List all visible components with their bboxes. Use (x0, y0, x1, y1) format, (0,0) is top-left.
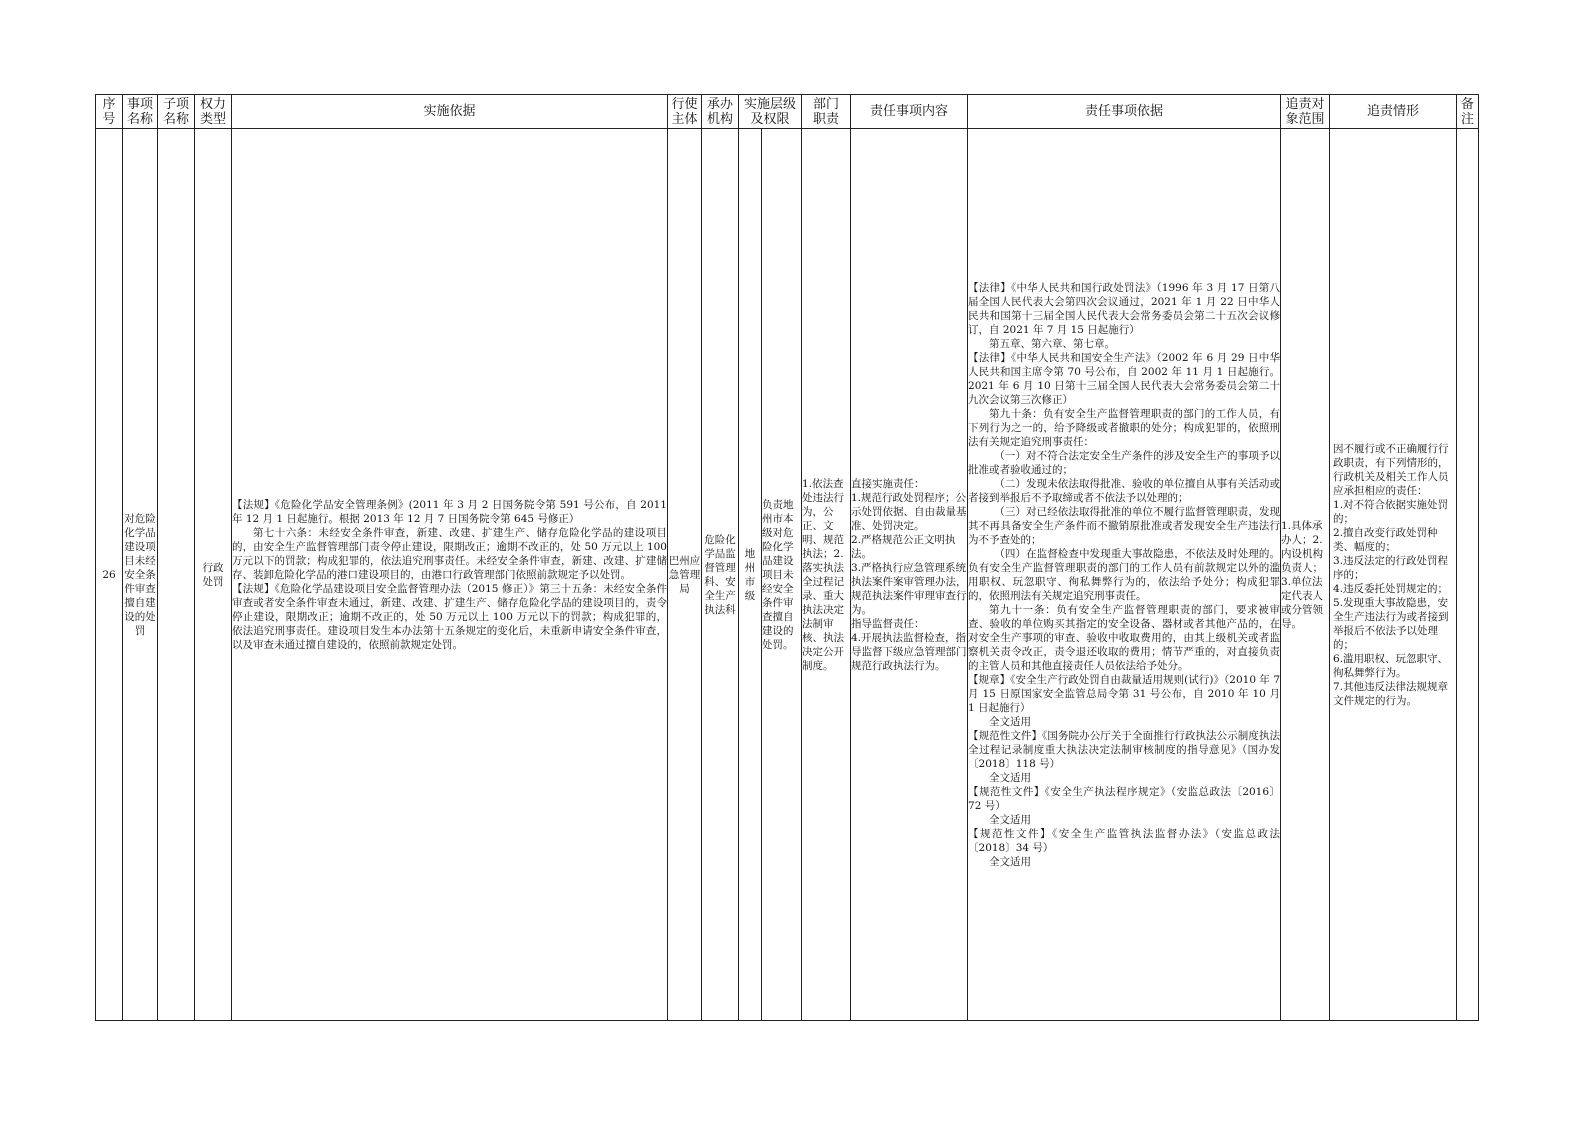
cell-resp-basis (968, 129, 1281, 1021)
resp-basis-paragraph: 第九十条：负有安全生产监督管理职责的部门的工作人员，有下列行为之一的，给予降级或者撤职的处分；构成犯罪的，依照刑法有关规定追究刑事责任： (968, 407, 1281, 448)
resp-content-line: 1.规范行政处罚程序；公示处罚依据、自由裁量基准、处罚决定。 (851, 491, 967, 532)
power-list-table (95, 94, 1479, 1021)
resp-content-line: 3.严格执行应急管理系统执法案件案审管理办法，规范执法案件审理审查行为。 (851, 561, 967, 616)
resp-content-line: 2.严格规范公正文明执法。 (851, 533, 956, 560)
table-row (96, 129, 1479, 1021)
situation-line: 6.滥用职权、玩忽职守、徇私舞弊行为。 (1333, 652, 1449, 679)
situation-line: 2.擅自改变行政处罚种类、幅度的； (1333, 526, 1438, 553)
cell-item-name: 对危险化学品建设项目未经安全条件审查擅自建设的处罚 (123, 129, 158, 1021)
resp-content-line: 4.开展执法监督检查，指导监督下级应急管理部门规范行政执法行为。 (851, 631, 967, 672)
header-remark: 备注 (1457, 95, 1479, 129)
cell-sub-name (158, 129, 195, 1021)
resp-basis-paragraph: 【法律】《中华人民共和国安全生产法》（2002 年 6 月 29 日中华人民共和国主席令第 70 号公布，自 2002 年 11 月 1 日起施行。2021 年 6 月 10 日第十三届全国人民代表大会常务委员会第二十九次会议第三次修正） (968, 351, 1281, 406)
resp-basis-paragraph: （三）对已经依法取得批准的单位不履行监督管理职责，发现其不再具备安全生产条件而不撤销原批准或者发现安全生产违法行为不予查处的； (968, 505, 1281, 546)
situation-line: 7.其他违反法律法规规章文件规定的行为。 (1333, 680, 1449, 707)
situation-line: 5.发现重大事故隐患，安全生产违法行为或者接到举报后不依法予以处理的； (1333, 596, 1449, 651)
cell-basis (232, 129, 668, 1021)
header-item-name: 事项名称 (123, 95, 158, 129)
header-resp-content: 责任事项内容 (851, 95, 968, 129)
header-row (96, 95, 1479, 129)
cell-resp-content (851, 129, 968, 1021)
cell-duty: 1.依法查处违法行为，公正、文明、规范执法；2.落实执法全过程记录、重大执法决定法制审核、执法决定公开制度。 (802, 129, 851, 1021)
cell-subject: 巴州应急管理局 (668, 129, 702, 1021)
resp-basis-paragraph: 第五章、第六章、第七章。 (989, 337, 1116, 350)
cell-scope: 1.具体承办人；2.内设机构负责人；3.单位法定代表人或分管领导。 (1281, 129, 1330, 1021)
situation-line: 4.违反委托处罚规定的； (1333, 582, 1449, 595)
basis-paragraph: 【法规】《危险化学品安全管理条例》(2011 年 3 月 2 日国务院令第 591 号公布，自 2011 年 12 月 1 日起施行。根据 2013 年 12 月 7 日国务院令第 645 号修正） (232, 498, 667, 525)
resp-basis-paragraph: 全文适用 (989, 813, 1032, 826)
resp-content-line: 直接实施责任： (851, 477, 925, 490)
resp-basis-paragraph: （二）发现未依法取得批准、验收的单位擅自从事有关活动或者接到举报后不予取缔或者不依法予以处理的； (968, 477, 1281, 504)
cell-level-b: 负责地州市本级对危险化学品建设项目未经安全条件审查擅自建设的处罚。 (762, 129, 802, 1021)
basis-paragraph: 第七十六条：未经安全条件审查，新建、改建、扩建生产、储存危险化学品的建设项目的，由安全生产监督管理部门责令停止建设，限期改正；逾期不改正的，处 50 万元以上 100 万元以下的罚款；构成犯罪的，依法追究刑事责任。未经安全条件审查，新建、改建、扩建储存、装卸危险化学品的港口建设项目的，由港口行政管理部门依照前款规定予以处罚。 (232, 526, 667, 581)
resp-content-line: 指导监督责任： (851, 617, 925, 630)
resp-basis-paragraph: 【规范性文件】《国务院办公厅关于全面推行行政执法公示制度执法全过程记录制度重大执法决定法制审核制度的指导意见》（国办发〔2018〕118 号） (968, 729, 1281, 770)
cell-power-type: 行政处罚 (195, 129, 232, 1021)
header-power-type: 权力类型 (195, 95, 232, 129)
resp-basis-paragraph: 全文适用 (989, 715, 1032, 728)
resp-basis-paragraph: （四）在监督检查中发现重大事故隐患，不依法及时处理的。负有安全生产监督管理职责的部门的工作人员有前款规定以外的滥用职权、玩忽职守、徇私舞弊行为的，依法给予处分；构成犯罪的，依照刑法有关规定追究刑事责任。 (968, 547, 1281, 602)
situation-line: 1.对不符合依据实施处罚的； (1333, 498, 1449, 525)
resp-basis-paragraph: 【规章】《安全生产行政处罚自由裁量适用规则(试行)》（2010 年 7 月 15 日原国家安全监管总局令第 31 号公布，自 2010 年 10 月 1 日起施行） (968, 673, 1281, 714)
header-sub-name: 子项名称 (158, 95, 195, 129)
cell-seq: 26 (96, 129, 123, 1021)
header-basis: 实施依据 (232, 95, 668, 129)
cell-level-a: 地州市级 (739, 129, 762, 1021)
resp-basis-paragraph: 全文适用 (989, 771, 1032, 784)
header-resp-basis: 责任事项依据 (968, 95, 1281, 129)
header-situation: 追责情形 (1330, 95, 1457, 129)
header-seq: 序号 (96, 95, 123, 129)
header-scope: 追责对象范围 (1281, 95, 1330, 129)
header-subject: 行使主体 (668, 95, 702, 129)
basis-paragraph: 【法规】《危险化学品建设项目安全监督管理办法（2015 修正）》第三十五条：未经安全条件审查或者安全条件审查未通过，新建、改建、扩建生产、储存危险化学品的建设项目的，责令停止建设，限期改正；逾期不改正的，处 50 万元以上 100 万元以下的罚款；构成犯罪的，依法追究刑事责任。建设项目发生本办法第十五条规定的变化后，未重新申请安全条件审查，以及审查未通过擅自建设的，依照前款规定处罚。 (232, 582, 667, 651)
situation-line: 因不履行或不正确履行行政职责，有下列情形的，行政机关及相关工作人员应承担相应的责任： (1333, 442, 1449, 497)
header-duty: 部门职责 (802, 95, 851, 129)
resp-basis-paragraph: 全文适用 (989, 855, 1032, 868)
resp-basis-paragraph: 【法律】《中华人民共和国行政处罚法》（1996 年 3 月 17 日第八届全国人民代表大会第四次会议通过，2021 年 1 月 22 日中华人民共和国第十三届全国人民代表大会常务委员会第二十五次会议修订，自 2021 年 7 月 15 日起施行） (968, 281, 1281, 336)
resp-basis-paragraph: 【规范性文件】《安全生产监管执法监督办法》（安监总政法〔2018〕34 号） (968, 827, 1281, 854)
resp-basis-paragraph: 【规范性文件】《安全生产执法程序规定》（安监总政法〔2016〕72 号） (968, 785, 1281, 812)
situation-line: 3.违反法定的行政处罚程序的； (1333, 554, 1449, 581)
resp-basis-paragraph: 第九十一条：负有安全生产监督管理职责的部门，要求被审查、验收的单位购买其指定的安全设备、器材或者其他产品的，在对安全生产事项的审查、验收中收取费用的，由其上级机关或者监察机关责令改正，责令退还收取的费用；情节严重的，对直接负责的主管人员和其他直接责任人员依法给予处分。 (968, 603, 1281, 672)
resp-basis-paragraph: （一）对不符合法定安全生产条件的涉及安全生产的事项予以批准或者验收通过的； (968, 449, 1281, 476)
header-level: 实施层级及权限 (739, 95, 802, 129)
cell-situation (1330, 129, 1457, 1021)
cell-remark (1457, 129, 1479, 1021)
cell-org: 危险化学品监督管理科、安全生产执法科 (702, 129, 739, 1021)
header-org: 承办机构 (702, 95, 739, 129)
